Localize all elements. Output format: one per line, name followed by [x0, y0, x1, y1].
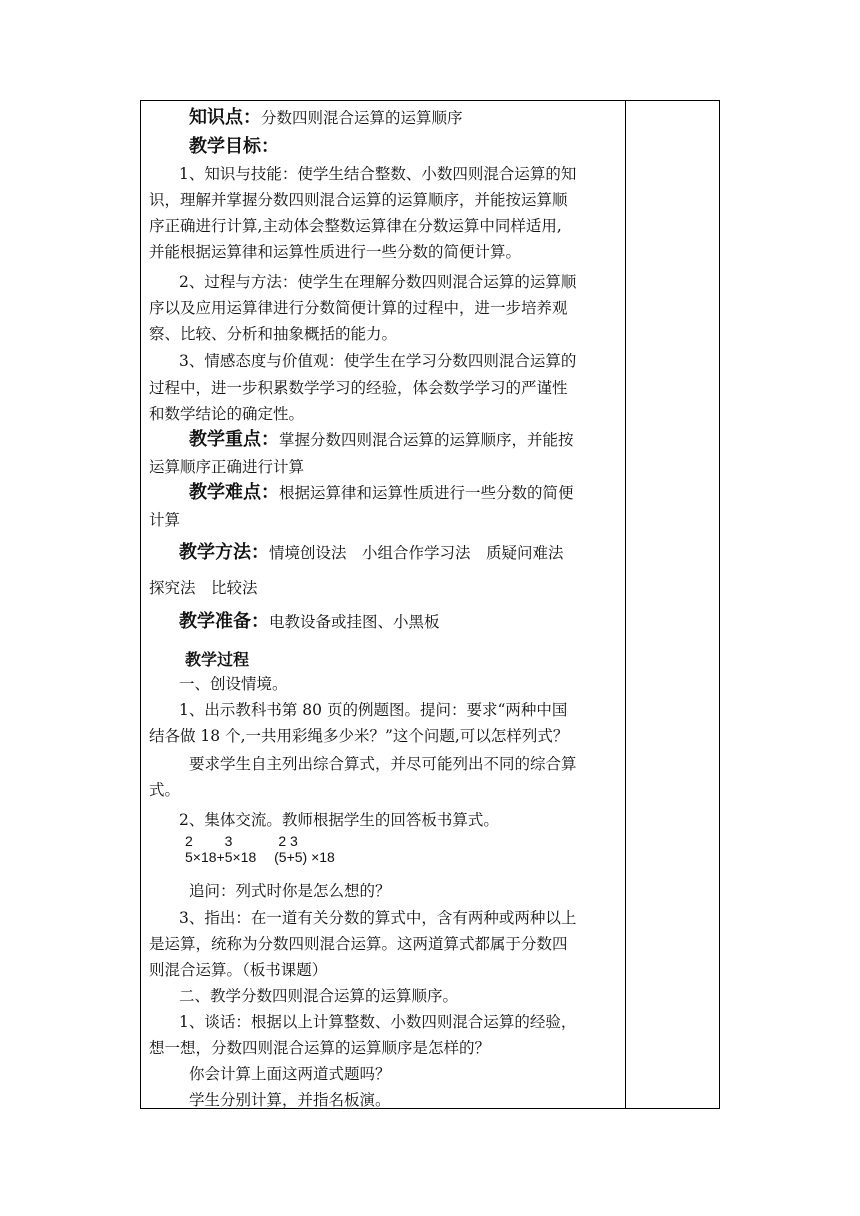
process-p7: 你会计算上面这两道式题吗？ [189, 1065, 391, 1083]
process-p4: 追问：列式时你是怎么想的？ [189, 882, 391, 900]
knowledge-label: 知识点： [189, 107, 261, 128]
process-p8: 学生分别计算，并指名板演。 [189, 1091, 391, 1109]
goal2-line: 序以及应用运算律进行分数简便计算的过程中，进一步培养观 [149, 299, 568, 317]
process-title: 教学过程 [185, 650, 250, 669]
process-p2: 式。 [149, 781, 181, 799]
goal2-line: 2、过程与方法：使学生在理解分数四则混合运算的运算顺 [179, 273, 577, 291]
process-p5: 3、指出：在一道有关分数的算式中，含有两种或两种以上 [179, 909, 577, 927]
section-1: 一、创设情境。 [179, 675, 288, 693]
teaching-method: 教学方法：情境创设法 小组合作学习法 质疑问难法 [179, 542, 564, 563]
process-p6: 想一想，分数四则混合运算的运算顺序是怎样的？ [149, 1039, 491, 1057]
goal2-line: 察、比较、分析和抽象概括的能力。 [149, 325, 398, 343]
section-2: 二、教学分数四则混合运算的运算顺序。 [179, 987, 459, 1005]
math-expression: 5×18+5×18 (5+5) ×18 [185, 849, 335, 865]
goal3-line: 过程中，进一步积累数学学习的经验，体会数学学习的严谨性 [149, 379, 568, 397]
goal3-line: 和数学结论的确定性。 [149, 405, 305, 423]
difficulty-line2: 计算 [149, 511, 181, 529]
process-p1: 结各做 18 个,一共用彩绳多少米？”这个问题,可以怎样列式？ [149, 727, 569, 745]
goal1-line: 识，理解并掌握分数四则混合运算的运算顺序，并能按运算顺 [149, 191, 568, 209]
goals-heading: 教学目标： [189, 136, 279, 157]
process-p5: 则混合运算。（板书课题） [149, 961, 328, 979]
teaching-prep: 教学准备：电教设备或挂图、小黑板 [179, 611, 440, 632]
goal1-line: 序正确进行计算,主动体会整数运算律在分数运算中同样适用, [149, 217, 562, 235]
process-p5: 是运算，统称为分数四则混合运算。这两道算式都属于分数四 [149, 935, 568, 953]
key-point-line2: 运算顺序正确进行计算 [149, 458, 305, 476]
process-p2: 要求学生自主列出综合算式，并尽可能列出不同的综合算 [189, 755, 577, 773]
lesson-plan-table [140, 100, 720, 1109]
knowledge-text: 分数四则混合运算的运算顺序 [261, 109, 463, 127]
process-p6: 1、谈话：根据以上计算整数、小数四则混合运算的经验， [179, 1013, 577, 1031]
process-p3: 2、集体交流。教师根据学生的回答板书算式。 [179, 811, 499, 829]
goal1-line: 并能根据运算律和运算性质进行一些分数的简便计算。 [149, 243, 522, 261]
process-p1: 1、出示教科书第 80 页的例题图。提问：要求“两种中国 [179, 701, 568, 719]
column-divider [625, 101, 626, 1108]
knowledge-point [189, 107, 463, 129]
goal1-line: 1、知识与技能：使学生结合整数、小数四则混合运算的知 [179, 165, 577, 183]
difficulty: 教学难点：根据运算律和运算性质进行一些分数的简便 [189, 482, 574, 503]
teaching-method-line2: 探究法 比较法 [149, 579, 258, 597]
goal3-line: 3、情感态度与价值观：使学生在学习分数四则混合运算的 [179, 352, 577, 370]
math-numerators: 2 3 2 3 [185, 833, 298, 849]
key-point: 教学重点：掌握分数四则混合运算的运算顺序，并能按 [189, 429, 574, 450]
